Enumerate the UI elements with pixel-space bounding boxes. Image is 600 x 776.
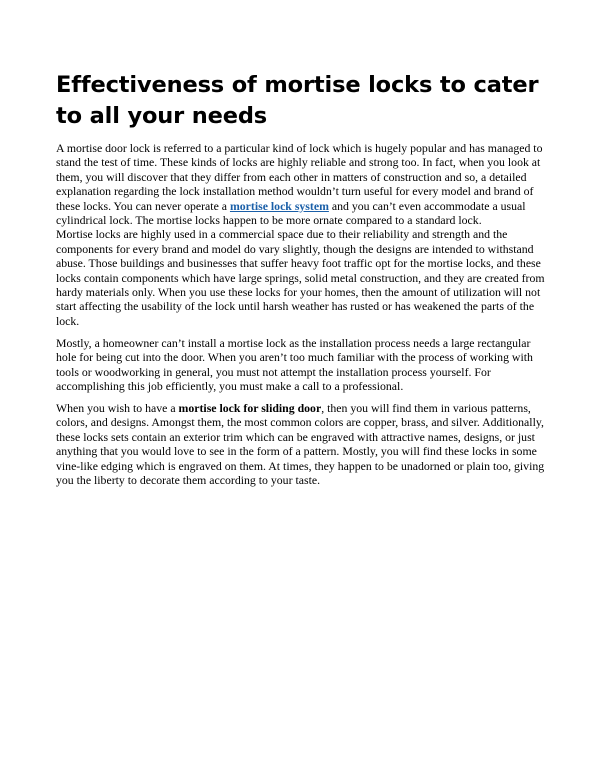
mortise-lock-sliding-door-bold: mortise lock for sliding door <box>178 400 322 415</box>
paragraph-intro <box>56 141 546 328</box>
article-title: Effectiveness of mortise locks to cater to all your needs <box>56 72 539 129</box>
paragraph-sliding-door <box>56 401 546 487</box>
article-body <box>56 70 546 487</box>
paragraph-sliding-text-before-bold: When you wish to have a <box>56 400 176 415</box>
paragraph-intro-commercial-text: Mortise locks are highly used in a commercial space due to their reliability and strength and the components for every brand and model do vary slightly, though the designs are intended to withstand abuse. Those buildings and businesses that suffer heavy foot traffic opt for the mortise locks, and these locks contain components which have large springs, solid metal construction, and they are created from hardy materials only. When you use these locks for your homes, then the amount of utilization will not start affecting the usability of the lock until harsh weather has rusted or has weakened the parts of the lock. <box>56 227 545 328</box>
paragraph-installation: Mostly, a homeowner can’t install a mortise lock as the installation process needs a large rectangular hole for being cut into the door. When you aren’t too much familiar with the process of working with tools or woodworking in general, you must not attempt the installation process yourself. For accomplishing this job efficiently, you must make a call to a professional. <box>56 335 533 393</box>
mortise-lock-system-link[interactable]: mortise lock system <box>229 198 329 213</box>
paragraph-intro-text-after-link: and you can’t even accommodate a usual cylindrical lock. The mortise locks happen to be more ornate compared to a standard lock. <box>56 198 526 228</box>
paragraph-sliding-text-after-bold: , then you will find them in various patterns, colors, and designs. Amongst them, the most common colors are copper, brass, and silver. Additionally, these locks sets contain an exterior trim which can be engraved with attractive names, designs, or just anything that you would love to see in the form of a pattern. Mostly, you will find these locks in some vine-like edging which is engraved on them. At times, they happen to be unadorned or plain too, giving you the liberty to decorate them according to your taste. <box>56 400 545 487</box>
paragraph-intro-text-before-link: A mortise door lock is referred to a particular kind of lock which is hugely popular and has managed to stand the test of time. These kinds of locks are highly reliable and strong too. In fact, when you look at them, you will discover that they differ from each other in matters of construction and so, a detailed explanation regarding the lock installation method wouldn’t turn useful for every model and brand of these locks. You can never operate a <box>56 141 543 213</box>
